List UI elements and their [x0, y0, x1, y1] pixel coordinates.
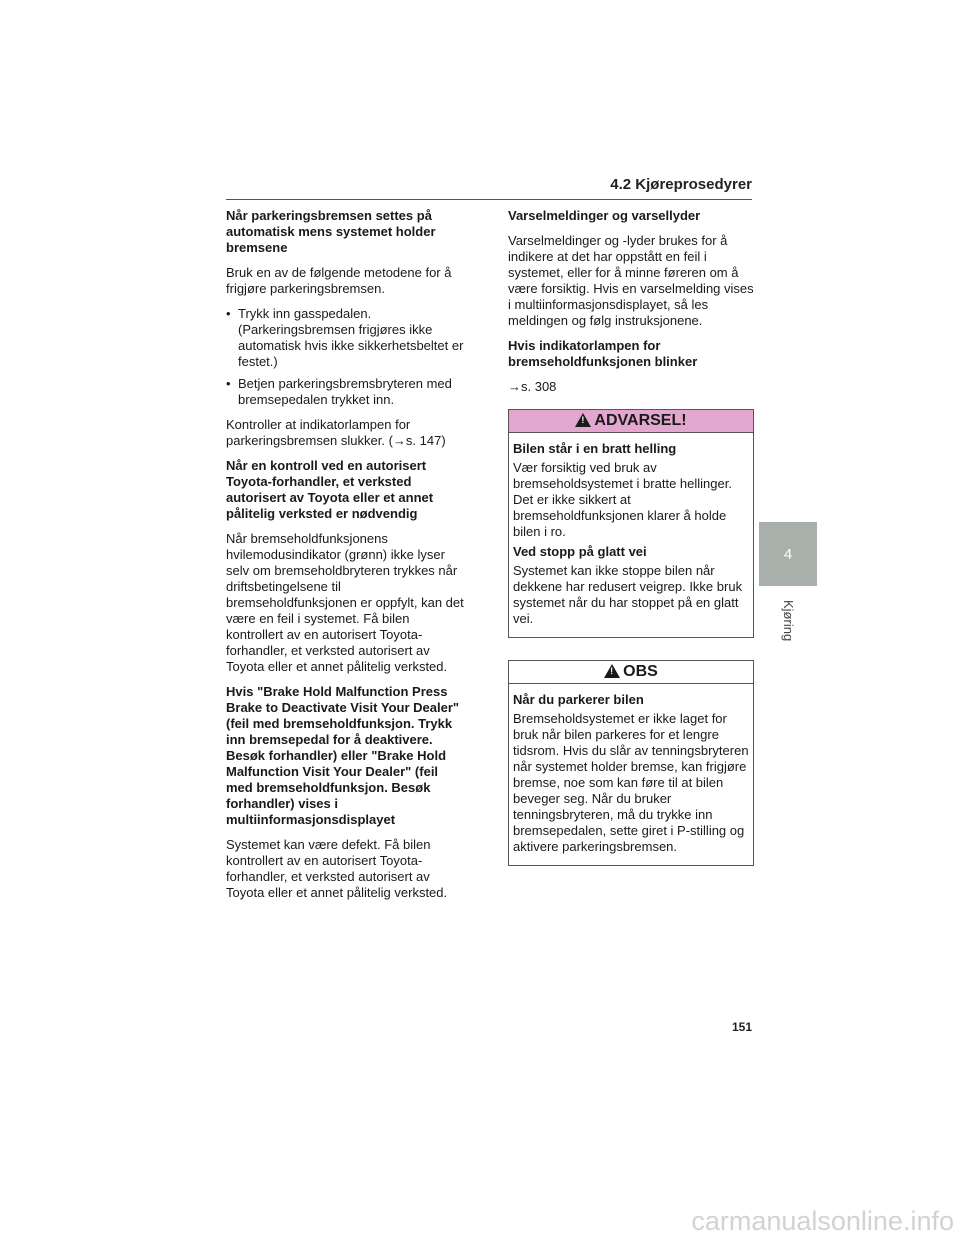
heading-warning-messages: Varselmeldinger og varsellyder: [508, 208, 701, 223]
caution-title-text: OBS: [623, 663, 658, 680]
caution-box: [508, 660, 754, 866]
caution-triangle-icon: [604, 664, 620, 678]
chapter-tab: 4: [759, 522, 817, 586]
paragraph-standby-indicator: Når bremseholdfunksjonens hvilemodusindikator (grønn) ikke lyser selv om bremseholdbryteren trykkes når driftsbetingelsene til bremseholdfunksjonen er oppfylt, kan det være en feil i systemet. Få bilen kontrollert av en autorisert Toyota-forhandler, et verksted autorisert av Toyota eller et annet pålitelig verksted.: [226, 531, 464, 674]
warning-box-body: [509, 433, 753, 627]
paragraph-release-methods: Bruk en av de følgende metodene for å frigjøre parkeringsbremsen.: [226, 265, 452, 296]
watermark-text: carmanualsonline.info: [632, 1200, 960, 1242]
caution-box-title: [509, 661, 753, 684]
warning-text-slippery-road: Systemet kan ikke stoppe bilen når dekkene har redusert veigrep. Ikke bruk systemet når du har stoppet på en glatt vei.: [513, 563, 743, 626]
caution-heading-parking: Når du parkerer bilen: [513, 692, 644, 707]
caution-text-parking: Bremseholdsystemet er ikke laget for bruk når bilen parkeres for et lengre tidsrom. Hvis du slår av tenningsbryteren når systemet holder bremse, kan frigjøre bremse, noe som kan føre til at bilen beveger seg. Når du bruker tenningsbryteren, må du trykke inn bremsepedalen, sette giret i P-stilling og aktivere parkeringsbremsen.: [513, 711, 749, 854]
page-reference: →s. 308: [508, 379, 557, 394]
warning-title-text: ADVARSEL!: [594, 412, 687, 429]
warning-heading-slippery-road: Ved stopp på glatt vei: [513, 544, 647, 559]
warning-triangle-icon: [575, 413, 591, 427]
heading-dealer-check: Når en kontroll ved en autorisert Toyota-forhandler, et verksted autorisert av Toyota eller et annet pålitelig verksted er nødvendig: [226, 458, 434, 521]
paragraph-warning-messages: Varselmeldinger og -lyder brukes for å indikere at det har oppstått en feil i systemet, eller for å minne føreren om å være forsiktig. Hvis en varselmelding vises i multiinformasjonsdisplayet, så les meldingen og følg instruksjonene.: [508, 233, 754, 328]
warning-box: [508, 409, 754, 638]
left-column: [226, 208, 466, 910]
warning-box-title: [509, 410, 753, 433]
list-item: • Betjen parkeringsbremsbryteren med bremsepedalen trykket inn.: [226, 376, 466, 408]
list-item: • Trykk inn gasspedalen. (Parkeringsbremsen frigjøres ikke automatisk hvis ikke sikkerhetsbeltet er festet.): [226, 306, 466, 370]
paragraph-system-defect: Systemet kan være defekt. Få bilen kontrollert av en autorisert Toyota-forhandler, et verksted autorisert av Toyota eller et annet pålitelig verksted.: [226, 837, 448, 900]
release-methods-list: [226, 306, 466, 408]
right-column: [508, 208, 754, 888]
caution-box-body: [509, 684, 753, 855]
chapter-name: Kjøring: [781, 600, 796, 642]
page-number: 151: [731, 1020, 752, 1034]
heading-auto-parking-brake: Når parkeringsbremsen settes på automatisk mens systemet holder bremsene: [226, 208, 436, 255]
section-header: 4.2 Kjøreprosedyrer: [226, 176, 752, 200]
heading-indicator-blinking: Hvis indikatorlampen for bremseholdfunksjonen blinker: [508, 338, 698, 369]
warning-text-steep-slope: Vær forsiktig ved bruk av bremseholdsystemet i bratte hellinger. Det er ikke sikkert at bremseholdfunksjonen klarer å holde bilen i ro.: [513, 460, 732, 539]
paragraph-check-indicator: Kontroller at indikatorlampen for parkeringsbremsen slukker. (→s. 147): [226, 417, 446, 448]
heading-malfunction-message: Hvis "Brake Hold Malfunction Press Brake to Deactivate Visit Your Dealer" (feil med bremseholdfunksjon. Trykk inn bremsepedal for å deaktivere. Besøk forhandler) eller "Brake Hold Malfunction Visit Your Dealer" (feil med bremseholdfunksjon. Besøk forhandler) vises i multiinformasjonsdisplayet: [226, 684, 460, 827]
warning-heading-steep-slope: Bilen står i en bratt helling: [513, 441, 677, 456]
